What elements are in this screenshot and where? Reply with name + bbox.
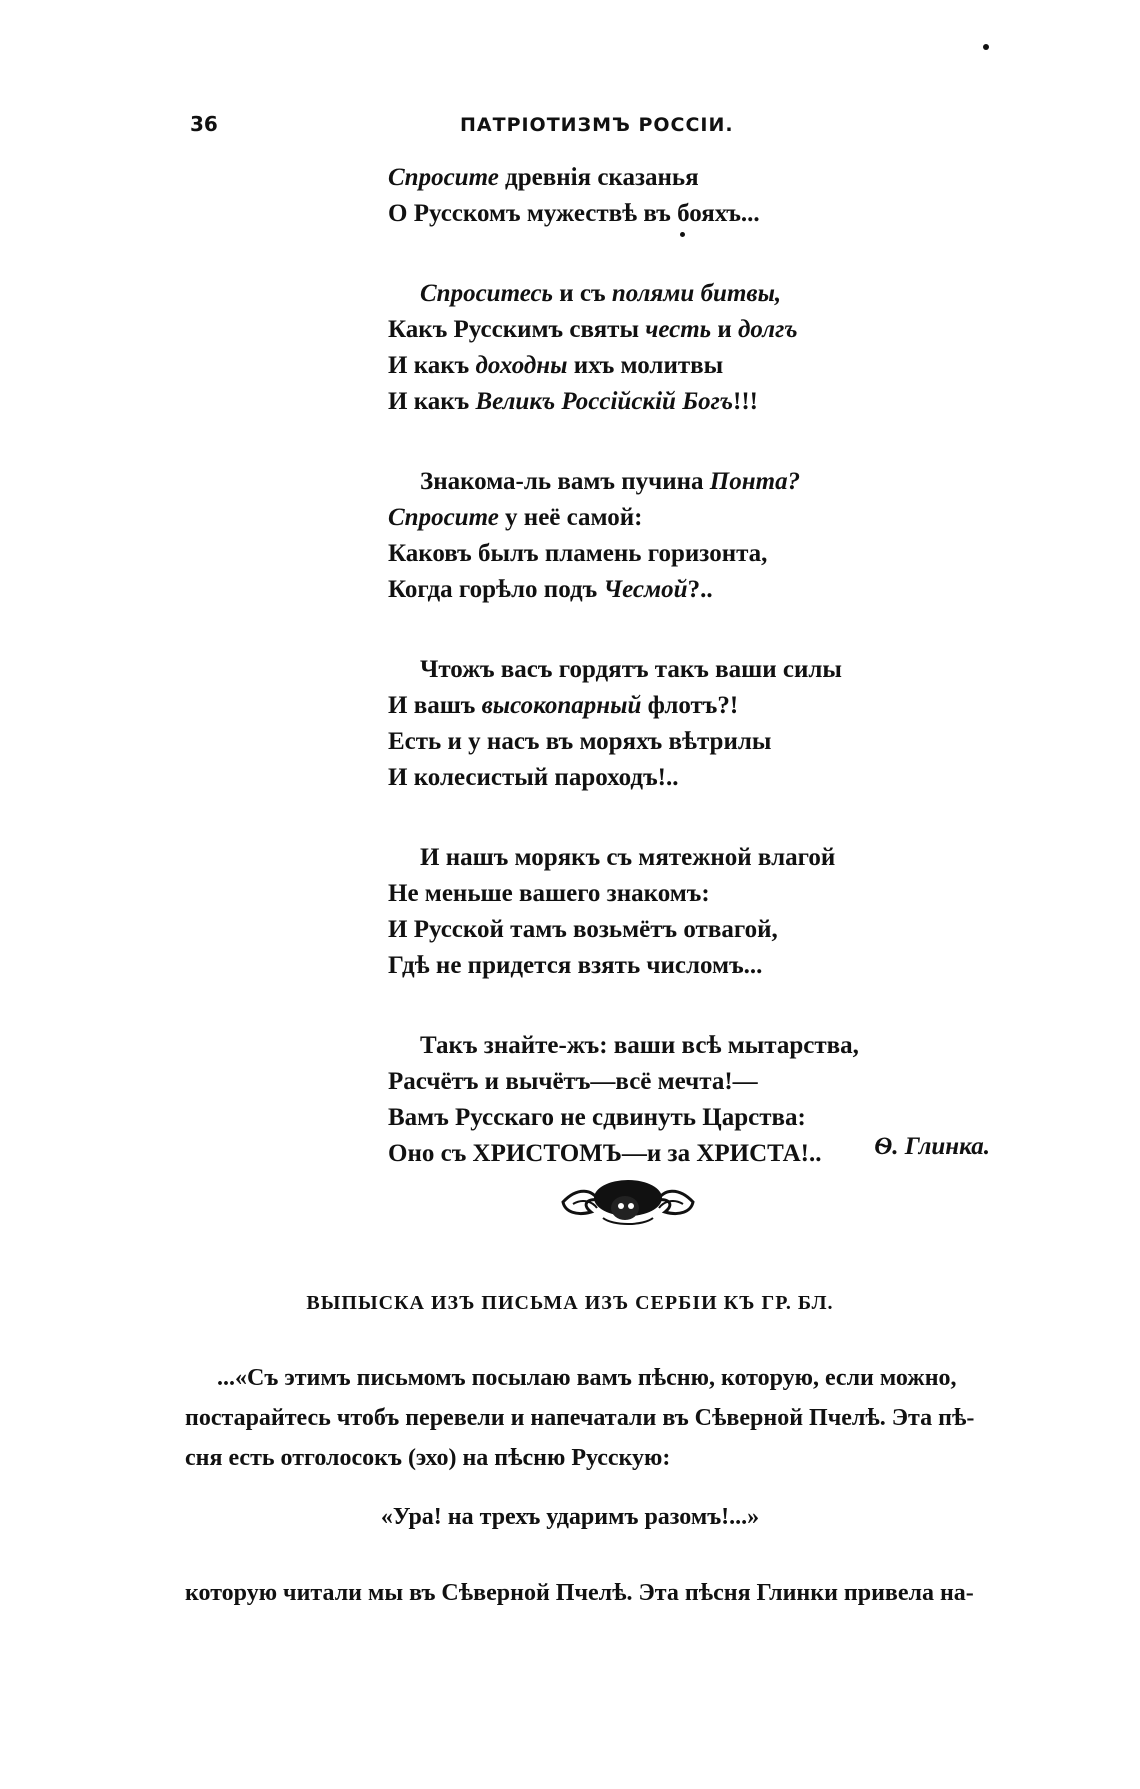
line-text: ихъ молитвы	[567, 352, 724, 379]
line-text: Чтожъ васъ гордятъ такъ ваши силы	[420, 656, 842, 683]
cherub-vignette-icon	[553, 1168, 703, 1230]
poem-line	[388, 1028, 1008, 1064]
emphasis-text: Спросите	[388, 504, 499, 531]
line-text: И нашъ морякъ съ мятежной влагой	[420, 844, 836, 871]
poem-line	[388, 312, 1008, 348]
poem-line	[388, 948, 1008, 984]
quoted-line: «Ура! на трехъ ударимъ разомъ!...»	[380, 1504, 760, 1530]
emphasis-text: высокопарный	[481, 692, 642, 719]
paragraph-line: ...«Съ этимъ письмомъ посылаю вамъ пѣсню, которую, если можно,	[217, 1365, 957, 1391]
poem-line	[388, 572, 1008, 608]
running-title: ПАТРІОТИЗМЪ РОССІИ.	[460, 114, 734, 136]
line-text: И какъ	[388, 388, 476, 415]
line-text: И вашъ	[388, 692, 482, 719]
poem-line	[388, 724, 1008, 760]
line-text: Какъ Русскимъ святы	[388, 316, 646, 343]
poem-stanza	[388, 652, 1008, 796]
line-text: Не меньше вашего знакомъ:	[388, 880, 710, 907]
poem-line	[388, 760, 1008, 796]
poem-line	[388, 160, 1008, 196]
poem-line	[388, 688, 1008, 724]
letter-paragraph	[185, 1358, 1065, 1478]
line-text: ?..	[687, 576, 713, 603]
line-text: И колесистый пароходъ!..	[388, 764, 679, 791]
emphasis-text: доходны	[475, 352, 568, 379]
poem-line	[388, 196, 1008, 232]
line-text: Вамъ Русскаго не сдвинуть Царства:	[388, 1104, 806, 1131]
poem	[388, 160, 1008, 1216]
line-text: И какъ	[388, 352, 476, 379]
line-text: и съ	[552, 280, 612, 307]
emphasis-text: Спросите	[388, 164, 499, 191]
print-speck	[983, 44, 989, 50]
emphasis-text: долгъ	[738, 316, 798, 343]
poem-stanza	[388, 160, 1008, 232]
poem-stanza	[388, 464, 1008, 608]
poem-signature: Ѳ. Глинка.	[874, 1133, 990, 1160]
line-text: Когда горѣло подъ	[388, 576, 604, 603]
poem-line	[388, 464, 1008, 500]
poem-line	[388, 912, 1008, 948]
paragraph-line: постарайтесь чтобъ перевели и напечатали въ Сѣверной Пчелѣ. Эта пѣ-	[185, 1405, 975, 1431]
line-text: Такъ знайте-жъ: ваши всѣ мытарства,	[420, 1032, 859, 1059]
poem-line	[388, 1064, 1008, 1100]
poem-line	[388, 840, 1008, 876]
poem-stanza	[388, 276, 1008, 420]
poem-stanza	[388, 840, 1008, 984]
page-number: 36	[190, 112, 218, 136]
line-text: О Русскомъ мужествѣ въ бояхъ...	[388, 200, 760, 227]
line-text: у неё самой:	[498, 504, 643, 531]
letter-paragraph-continued	[185, 1573, 1065, 1613]
emphasis-text: честь	[645, 316, 712, 343]
emphasis-text: полями битвы,	[611, 280, 782, 307]
line-text: Знакома-ль вамъ пучина	[420, 468, 710, 495]
line-text: и	[711, 316, 738, 343]
poem-line	[388, 536, 1008, 572]
line-text: Оно съ ХРИСТОМЪ—и за ХРИСТА!..	[388, 1140, 822, 1167]
page-header	[190, 112, 990, 152]
poem-line	[388, 348, 1008, 384]
line-text: Есть и у насъ въ моряхъ вѣтрилы	[388, 728, 772, 755]
paragraph-line: которую читали мы въ Сѣверной Пчелѣ. Эта пѣсня Глинки привела на-	[185, 1580, 974, 1606]
section-heading: ВЫПЫСКА ИЗЪ ПИСЬМА ИЗЪ СЕРБІИ КЪ ГР. БЛ.	[306, 1292, 834, 1314]
line-text: Каковъ былъ пламень горизонта,	[388, 540, 768, 567]
poem-line	[388, 652, 1008, 688]
line-text: древнія сказанья	[498, 164, 699, 191]
poem-line	[388, 384, 1008, 420]
line-text: И Русской тамъ возьмётъ отвагой,	[388, 916, 778, 943]
paragraph-line: сня есть отголосокъ (эхо) на пѣсню Русскую:	[185, 1445, 671, 1471]
line-text: Гдѣ не придется взять числомъ...	[388, 952, 763, 979]
line-text: !!!	[733, 388, 758, 415]
poem-line	[388, 500, 1008, 536]
emphasis-text: Чесмой	[603, 576, 688, 603]
poem-line	[388, 876, 1008, 912]
emphasis-text: Спроситесь	[420, 280, 553, 307]
poem-line	[388, 1100, 1008, 1136]
emphasis-text: Великъ Россійскій Богъ	[475, 388, 733, 415]
poem-line	[388, 276, 1008, 312]
line-text: флотъ?!	[641, 692, 739, 719]
emphasis-text: Понта?	[709, 468, 801, 495]
line-text: Расчётъ и вычётъ—всё мечта!—	[388, 1068, 758, 1095]
